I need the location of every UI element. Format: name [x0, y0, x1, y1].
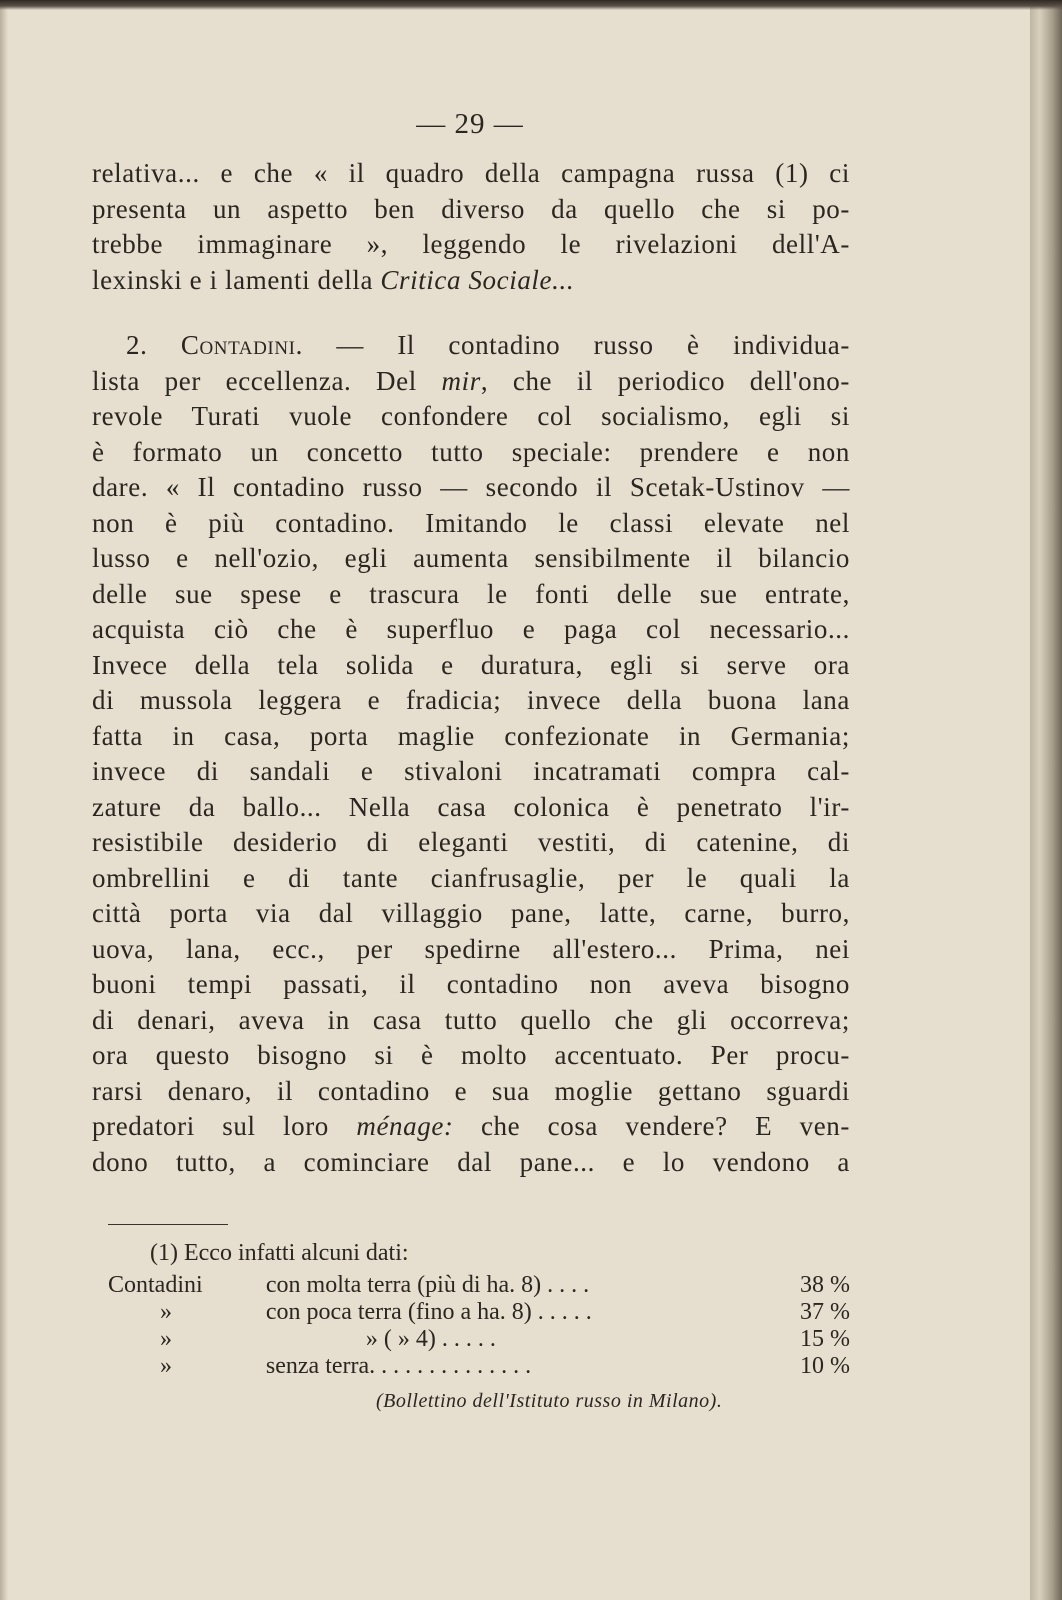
table-cell: 10 % — [800, 1353, 850, 1379]
text-line: ora questo bisogno si è molto accentuato. Per procu- — [92, 1040, 850, 1070]
text-line: presenta un aspetto ben diverso da quello che si po- — [92, 193, 850, 224]
text-line: rarsi denaro, il contadino e sua moglie gettano sguardi — [92, 1075, 850, 1106]
text-line: dare. « Il contadino russo — secondo il Scetak-Ustinov — — [92, 472, 850, 502]
text-line: di mussola leggera e fradicia; invece della buona lana — [92, 685, 850, 715]
text-line: acquista ciò che è superfluo e paga col necessario... — [92, 614, 850, 644]
italic-term: mir — [441, 365, 481, 396]
footnote-source: (Bollettino dell'Istituto russo in Milano). — [376, 1390, 723, 1412]
text-fragment: predatori sul loro — [92, 1111, 357, 1141]
table-cell: Contadini — [108, 1272, 203, 1298]
section-heading: Contadini. — [180, 330, 303, 360]
text-line: di denari, aveva in casa tutto quello che gli occorreva; — [92, 1004, 850, 1035]
table-cell: » ( » 4) . . . . . — [365, 1326, 496, 1352]
section-number: 2. — [126, 330, 181, 360]
text-line: revole Turati vuole confondere col socialismo, egli si — [92, 401, 850, 431]
footnote-intro: (1) Ecco infatti alcuni dati: — [150, 1240, 409, 1266]
footnote — [108, 1240, 850, 1415]
text-line: ombrellini e di tante cianfrusaglie, per le quali la — [92, 862, 850, 893]
text-line: è formato un concetto tutto speciale: prendere e non — [92, 436, 850, 467]
table-cell: » — [160, 1299, 172, 1325]
text-line: buoni tempi passati, il contadino non aveva bisogno — [92, 969, 850, 999]
table-cell: senza terra. . . . . . . . . . . . . . — [265, 1353, 532, 1379]
text-fragment: Il contadino russo è individua- — [397, 330, 850, 360]
journal-title: Critica Sociale... — [380, 264, 575, 295]
text-line — [92, 263, 850, 299]
text-line: fatta in casa, porta maglie confezionate in Germania; — [92, 720, 850, 751]
text-line: trebbe immaginare », leggendo le rivelazioni dell'A- — [92, 229, 850, 259]
page-top-edge — [0, 0, 1062, 10]
text-line: invece di sandali e stivaloni incatramati compra cal- — [92, 756, 850, 786]
text-fragment: , che il periodico dell'ono- — [480, 365, 850, 396]
main-text — [92, 156, 850, 1180]
table-cell: 38 % — [800, 1272, 850, 1298]
table-cell: 37 % — [800, 1299, 850, 1325]
text-line: dono tutto, a cominciare dal pane... e lo vendono a — [92, 1146, 850, 1177]
table-cell: » — [160, 1326, 172, 1352]
table-row — [108, 1326, 850, 1353]
text-line: zature da ballo... Nella casa colonica è penetrato l'ir- — [92, 791, 850, 822]
text-line: uova, lana, ecc., per spedirne all'estero... Prima, nei — [92, 933, 850, 964]
text-line: relativa... e che « il quadro della campagna russa (1) ci — [92, 158, 850, 188]
text-line — [92, 364, 850, 400]
paragraph-gap — [92, 298, 850, 328]
section-dash: — — [302, 330, 398, 360]
table-cell: » — [160, 1353, 172, 1379]
text-line: resistibile desiderio di eleganti vestiti, di catenine, di — [92, 827, 850, 857]
text-line: lusso e nell'ozio, egli aumenta sensibilmente il bilancio — [92, 543, 850, 573]
footnote-table — [108, 1272, 850, 1380]
table-row — [108, 1299, 850, 1326]
table-cell: con molta terra (più di ha. 8) . . . . — [265, 1272, 590, 1298]
table-cell: con poca terra (fino a ha. 8) . . . . . — [265, 1299, 592, 1325]
section-heading-line — [92, 328, 850, 364]
table-row — [108, 1272, 850, 1299]
text-line: città porta via dal villaggio pane, latte, carne, burro, — [92, 898, 850, 928]
table-cell: 15 % — [800, 1326, 850, 1352]
table-row — [108, 1353, 850, 1380]
text-fragment: che cosa vendere? E ven- — [453, 1111, 850, 1141]
text-fragment: lista per eccellenza. Del — [92, 365, 442, 396]
text-line: non è più contadino. Imitando le classi elevate nel — [92, 507, 850, 538]
page-left-edge — [0, 0, 8, 1600]
italic-term: ménage: — [356, 1111, 454, 1141]
page-right-edge — [1030, 0, 1062, 1600]
text-line: Invece della tela solida e duratura, egli si serve ora — [92, 649, 850, 680]
text-line: delle sue spese e trascura le fonti delle sue entrate, — [92, 578, 850, 609]
footnote-rule — [108, 1224, 228, 1225]
text-line — [92, 1109, 850, 1145]
page-number: — 29 — — [416, 108, 524, 140]
text-fragment: lexinski e i lamenti della — [92, 264, 381, 295]
